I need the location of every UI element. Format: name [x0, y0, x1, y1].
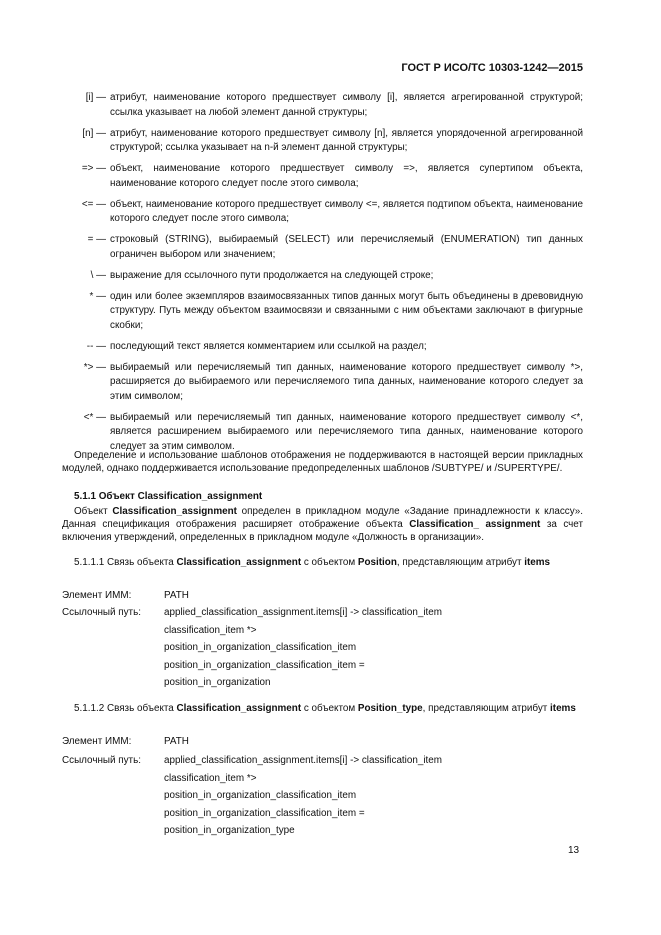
intro-paragraph: Определение и использование шаблонов отображения не поддерживаются в настоящей версии прикладных модулей, однако поддерживается использование предопределенных шаблонов /SUBTYPE/ и /SUPERTYPE/. [62, 450, 583, 474]
definition-symbol: *> — [83, 361, 106, 373]
definition-symbol: [i] — [85, 92, 106, 103]
definition-text: объект, наименование которого предшествует символу =>, является супертипом объекта, наименование которого следует после этого символа; [110, 163, 583, 189]
definition-symbol: \ — [90, 269, 106, 281]
path-line: position_in_organization_classification_item = [164, 659, 365, 671]
definition-text: выражение для ссылочного пути продолжается на следующей строке; [110, 269, 434, 281]
definition-text: выбираемый или перечисляемый тип данных, наименование которого предшествует символу <*, является расширением выбираемого или перечисляемого типа данных, наименование которого следует за этим символом. [110, 411, 583, 452]
definition-text: объект, наименование которого предшествует символу <=, является подтипом объекта, наименование которого следует после этого символа; [110, 198, 583, 224]
section-paragraph: Объект Classification_assignment определен в прикладном модуле «Задание принадлежности к классу». Данная спецификация отображения расширяет отображение объекта Classification_ assignment за счет включения утверждений, определенных в прикладном модуле «Должность в организации». [62, 506, 583, 543]
definition-symbol: -- — [86, 340, 106, 352]
path-line: applied_classification_assignment.items[i] -> classification_item [164, 755, 442, 766]
element-label: Элемент ИММ: [62, 590, 132, 601]
reference-label: Ссылочный путь: [62, 755, 141, 766]
definition-symbol: = — [87, 234, 106, 245]
path-line: position_in_organization [164, 677, 271, 688]
definition-item [0, 127, 661, 156]
reference-label: Ссылочный путь: [62, 607, 141, 618]
element-value: PATH [164, 736, 189, 747]
definition-item [0, 361, 661, 405]
path-line: position_in_organization_classification_item = [164, 807, 365, 819]
definition-symbol: * — [89, 290, 106, 302]
definition-item [0, 340, 661, 355]
path-line: position_in_organization_classification_item [164, 790, 357, 801]
subsection-1-heading: 5.1.1.1 Связь объекта Classification_assignment с объектом Position, представляющим атрибут items [74, 557, 551, 568]
definition-item [0, 269, 661, 284]
definition-symbol: <* — [83, 411, 106, 423]
definition-text: атрибут, наименование которого предшествует символу [i], является агрегированной структурой; ссылка указывает на любой элемент данной структуры; [110, 92, 583, 118]
definition-item [0, 91, 661, 120]
definition-text: атрибут, наименование которого предшествует символу [n], является упорядоченной агрегированной структурой; ссылка указывает на n-й элемент данной структуры; [110, 127, 583, 153]
path-line: classification_item *> [164, 624, 257, 636]
path-line: applied_classification_assignment.items[i] -> classification_item [164, 607, 442, 618]
subsection-2-heading: 5.1.1.2 Связь объекта Classification_assignment с объектом Position_type, представляющим атрибут items [74, 703, 576, 714]
definition-text: последующий текст является комментарием или ссылкой на раздел; [110, 340, 427, 352]
path-line: classification_item *> [164, 772, 257, 784]
definition-text: один или более экземпляров взаимосвязанных типов данных могут быть объединены в древовидную структуру. Путь между объектом взаимосвязи и связанными с ним объектами заключают в фигурные скобки; [110, 290, 583, 331]
symbol-definitions-list [0, 91, 661, 461]
definition-symbol: [n] — [82, 127, 106, 139]
definition-item [0, 198, 661, 227]
element-label: Элемент ИММ: [62, 736, 132, 747]
path-line: position_in_organization_classification_item [164, 642, 357, 653]
section-heading: 5.1.1 Объект Classification_assignment [74, 491, 263, 502]
definition-symbol: => — [81, 163, 106, 174]
definition-text: строковый (STRING), выбираемый (SELECT) или перечисляемый (ENUMERATION) тип данных ограничен выбором или значением; [110, 234, 583, 260]
definition-text: выбираемый или перечисляемый тип данных, наименование которого предшествует символу *>, расширяется до выбираемого или перечисляемого типа данных, наименование которого следует за этим символом; [110, 361, 583, 402]
definition-item [0, 233, 661, 262]
page-number: 13 [568, 845, 580, 856]
definition-symbol: <= — [81, 198, 106, 210]
path-line: position_in_organization_type [164, 825, 295, 836]
definition-item [0, 411, 661, 455]
definition-item [0, 290, 661, 334]
definition-item [0, 162, 661, 191]
element-value: PATH [164, 590, 189, 601]
document-header: ГОСТ Р ИСО/ТС 10303-1242—2015 [401, 62, 583, 74]
